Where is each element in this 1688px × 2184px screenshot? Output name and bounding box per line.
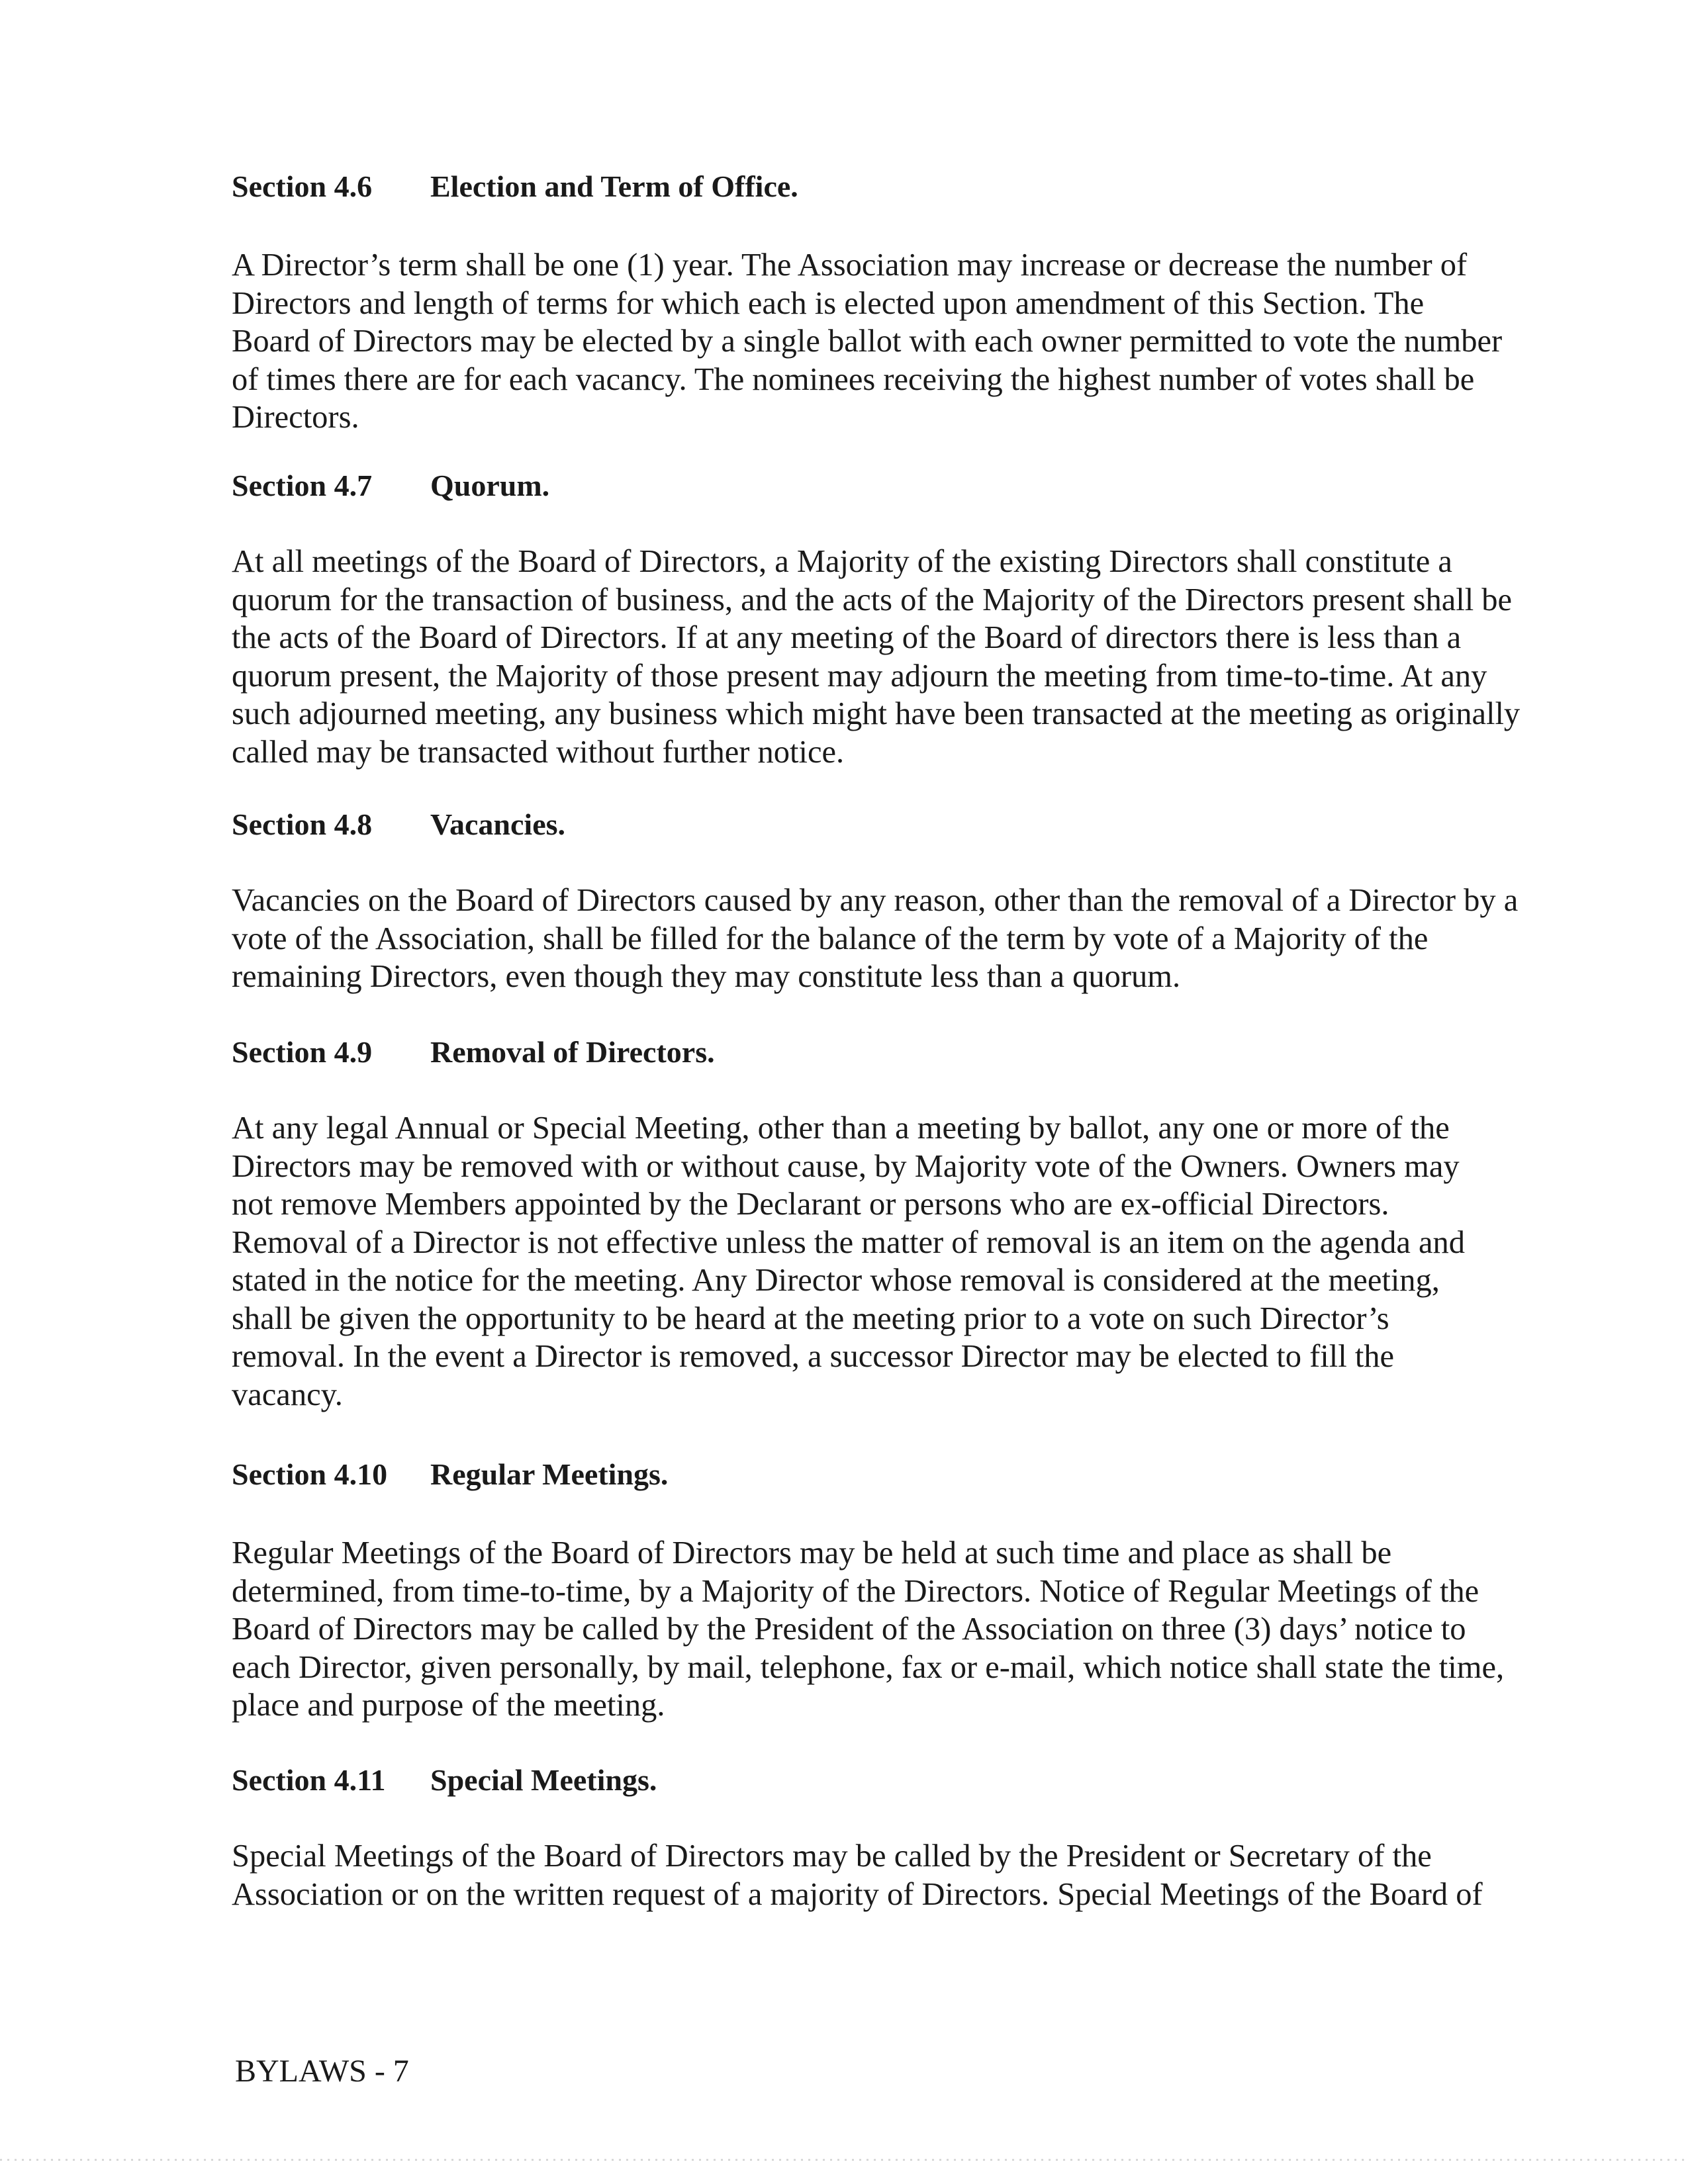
paragraph-line: Removal of a Director is not effective unless the matter of removal is an item on the agenda and xyxy=(232,1224,1466,1260)
scan-artifact-line xyxy=(0,2159,1688,2161)
section-paragraph xyxy=(232,543,1562,771)
page-footer: BYLAWS - 7 xyxy=(235,2054,409,2089)
paragraph-line: not remove Members appointed by the Declarant or persons who are ex-official Directors. xyxy=(232,1187,1389,1222)
paragraph-line: Vacancies on the Board of Directors caused by any reason, other than the removal of a Director by a xyxy=(232,883,1519,918)
paragraph-line: such adjourned meeting, any business which might have been transacted at the meeting as originally xyxy=(232,696,1521,731)
paragraph-line: At any legal Annual or Special Meeting, other than a meeting by ballot, any one or more of the xyxy=(232,1111,1450,1146)
section-heading xyxy=(232,1456,668,1493)
section-title: Quorum. xyxy=(430,469,550,502)
paragraph-line: remaining Directors, even though they may constitute less than a quorum. xyxy=(232,959,1181,994)
section-heading xyxy=(232,467,549,504)
section-heading xyxy=(232,168,798,205)
section-heading xyxy=(232,1762,657,1799)
paragraph-line: quorum for the transaction of business, and the acts of the Majority of the Directors present shall be xyxy=(232,582,1513,617)
section-title: Regular Meetings. xyxy=(430,1457,669,1491)
section-number: Section 4.11 xyxy=(232,1763,386,1797)
paragraph-line: each Director, given personally, by mail, telephone, fax or e-mail, which notice shall state the time, xyxy=(232,1649,1505,1685)
section-title: Special Meetings. xyxy=(430,1763,657,1797)
paragraph-line: quorum present, the Majority of those present may adjourn the meeting from time-to-time. At any xyxy=(232,658,1487,694)
section-number: Section 4.10 xyxy=(232,1457,388,1491)
paragraph-line: Directors and length of terms for which each is elected upon amendment of this Section. The xyxy=(232,285,1425,321)
paragraph-line: stated in the notice for the meeting. Any Director whose removal is considered at the meeting, xyxy=(232,1263,1440,1298)
section-title: Removal of Directors. xyxy=(430,1035,715,1069)
paragraph-line: Board of Directors may be called by the President of the Association on three (3) days’ notice to xyxy=(232,1612,1466,1647)
paragraph-line: place and purpose of the meeting. xyxy=(232,1688,665,1723)
section-title: Vacancies. xyxy=(430,807,566,841)
paragraph-line: Directors. xyxy=(232,400,359,435)
section-heading xyxy=(232,1034,715,1071)
section-number: Section 4.8 xyxy=(232,807,373,841)
paragraph-line: called may be transacted without further notice. xyxy=(232,734,845,770)
paragraph-line: At all meetings of the Board of Directors, a Majority of the existing Directors shall constitute a xyxy=(232,544,1452,579)
section-number: Section 4.9 xyxy=(232,1035,373,1069)
paragraph-line: Regular Meetings of the Board of Directors may be held at such time and place as shall be xyxy=(232,1535,1392,1570)
paragraph-line: Association or on the written request of a majority of Directors. Special Meetings of the Board of xyxy=(232,1876,1483,1912)
section-title: Election and Term of Office. xyxy=(430,169,798,203)
paragraph-line: of times there are for each vacancy. The nominees receiving the highest number of votes shall be xyxy=(232,361,1475,397)
section-heading xyxy=(232,806,565,843)
paragraph-line: A Director’s term shall be one (1) year. The Association may increase or decrease the number of xyxy=(232,248,1468,283)
section-paragraph xyxy=(232,882,1562,996)
paragraph-line: Board of Directors may be elected by a single ballot with each owner permitted to vote the number xyxy=(232,324,1503,359)
paragraph-line: determined, from time-to-time, by a Majority of the Directors. Notice of Regular Meetings of the xyxy=(232,1573,1479,1609)
paragraph-line: Special Meetings of the Board of Directors may be called by the President or Secretary of the xyxy=(232,1839,1432,1874)
paragraph-line: vacancy. xyxy=(232,1377,343,1412)
section-number: Section 4.6 xyxy=(232,169,373,203)
section-paragraph xyxy=(232,1534,1562,1725)
section-paragraph xyxy=(232,246,1562,437)
section-paragraph xyxy=(232,1837,1562,1913)
paragraph-line: Directors may be removed with or without cause, by Majority vote of the Owners. Owners may xyxy=(232,1148,1460,1184)
paragraph-line: removal. In the event a Director is removed, a successor Director may be elected to fill the xyxy=(232,1339,1395,1374)
paragraph-line: the acts of the Board of Directors. If at any meeting of the Board of directors there is less than a xyxy=(232,620,1462,655)
section-paragraph xyxy=(232,1109,1562,1414)
section-number: Section 4.7 xyxy=(232,469,373,502)
paragraph-line: vote of the Association, shall be filled for the balance of the term by vote of a Majority of the xyxy=(232,921,1429,956)
paragraph-line: shall be given the opportunity to be heard at the meeting prior to a vote on such Director’s xyxy=(232,1300,1389,1336)
